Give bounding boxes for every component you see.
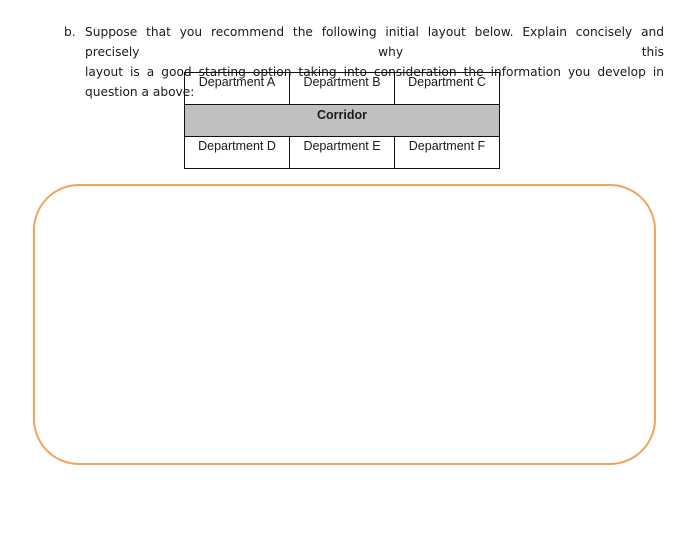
- question-marker: b.: [64, 25, 76, 39]
- department-e-cell: Department E: [290, 137, 395, 169]
- department-f-cell: Department F: [395, 137, 500, 169]
- top-department-row: [185, 73, 500, 105]
- question-line-2: layout is a good starting option taking into consideration the information you develop in question a above:: [85, 65, 664, 99]
- corridor-row: [185, 105, 500, 137]
- corridor-cell: Corridor: [185, 105, 500, 137]
- answer-text-area[interactable]: [33, 184, 656, 465]
- department-b-cell: Department B: [290, 73, 395, 105]
- department-d-cell: Department D: [185, 137, 290, 169]
- layout-table: [184, 72, 500, 169]
- department-c-cell: Department C: [395, 73, 500, 105]
- department-a-cell: Department A: [185, 73, 290, 105]
- question-line-1: Suppose that you recommend the following initial layout below. Explain concisely and precisely why this: [85, 25, 664, 59]
- bottom-department-row: [185, 137, 500, 169]
